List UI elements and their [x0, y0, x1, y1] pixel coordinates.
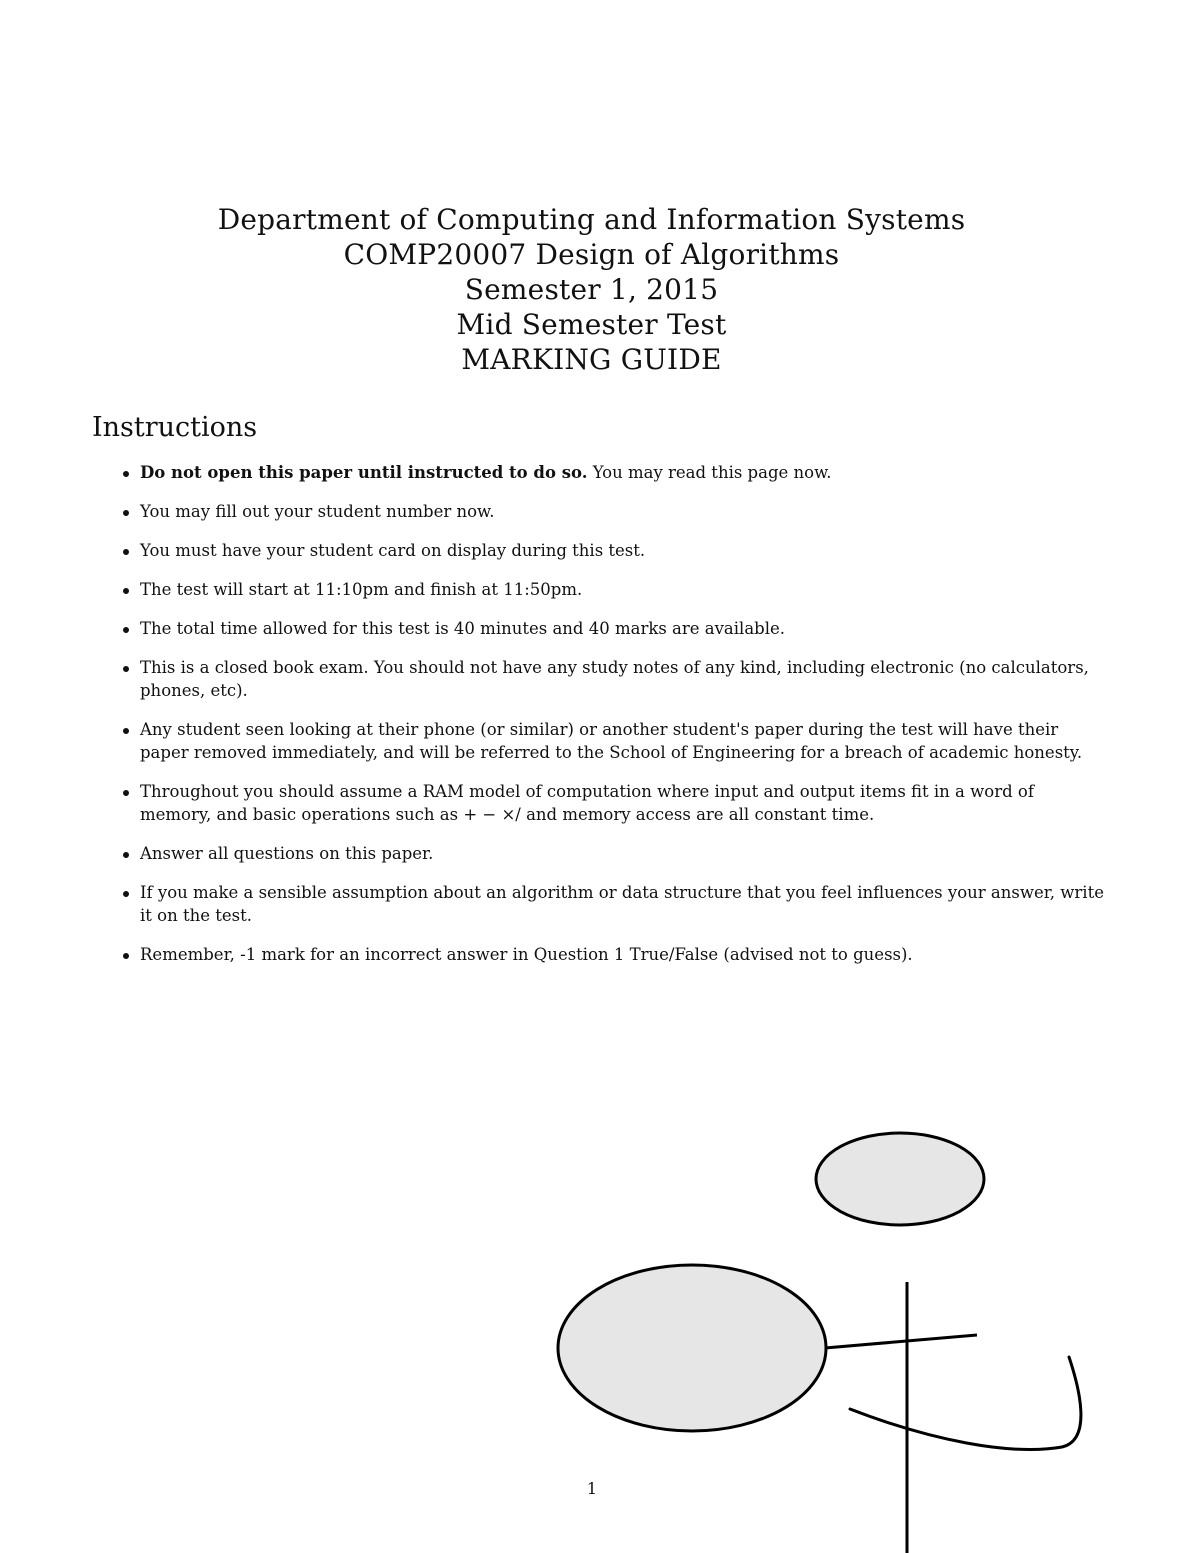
instruction-text: If you make a sensible assumption about an algorithm or data structure that you feel influences your answer, write it on the test.	[140, 883, 1104, 925]
instructions-list	[140, 461, 1105, 982]
department-title: Department of Computing and Information Systems	[217, 203, 966, 236]
instruction-text: The total time allowed for this test is 40 minutes and 40 marks are available.	[140, 619, 786, 638]
instruction-item	[140, 500, 1105, 523]
instruction-item	[140, 881, 1105, 927]
instruction-text: You must have your student card on display during this test.	[140, 541, 646, 560]
instruction-item	[140, 656, 1105, 702]
instruction-item	[140, 617, 1105, 640]
instruction-text: You may read this page now.	[587, 463, 832, 482]
instruction-text: This is a closed book exam. You should not have any study notes of any kind, including electronic (no calculators, phones, etc).	[140, 658, 1089, 700]
small-ellipse	[816, 1133, 984, 1225]
test-title: Mid Semester Test	[456, 308, 727, 341]
instruction-item	[140, 718, 1105, 764]
marking-guide-title: MARKING GUIDE	[461, 343, 722, 376]
curved-stroke	[850, 1357, 1081, 1449]
page-number: 1	[586, 1479, 598, 1498]
instruction-text: The test will start at 11:10pm and finish at 11:50pm.	[140, 580, 583, 599]
instruction-item	[140, 780, 1105, 826]
instruction-item	[140, 842, 1105, 865]
instruction-item	[140, 943, 1105, 966]
instruction-item	[140, 539, 1105, 562]
instruction-item	[140, 461, 1105, 484]
instruction-item	[140, 578, 1105, 601]
instruction-bold-text: Do not open this paper until instructed to do so.	[140, 463, 588, 482]
course-title: COMP20007 Design of Algorithms	[343, 238, 840, 271]
instruction-text: Throughout you should assume a RAM model of computation where input and output items fit in a word of memory, and basic operations such as + − ×/ and memory access are all constant time.	[140, 782, 1034, 824]
instruction-text: You may fill out your student number now.	[140, 502, 495, 521]
connector-line	[825, 1335, 977, 1348]
instruction-text: Answer all questions on this paper.	[140, 844, 434, 863]
large-ellipse	[558, 1265, 826, 1431]
semester-title: Semester 1, 2015	[464, 273, 719, 306]
title-block	[0, 202, 1183, 377]
instructions-heading: Instructions	[92, 412, 258, 443]
instruction-text: Any student seen looking at their phone (or similar) or another student's paper during the test will have their paper removed immediately, and will be referred to the School of Engineering for a breach of academic honesty.	[140, 720, 1083, 762]
instruction-text: Remember, -1 mark for an incorrect answer in Question 1 True/False (advised not to guess).	[140, 945, 913, 964]
